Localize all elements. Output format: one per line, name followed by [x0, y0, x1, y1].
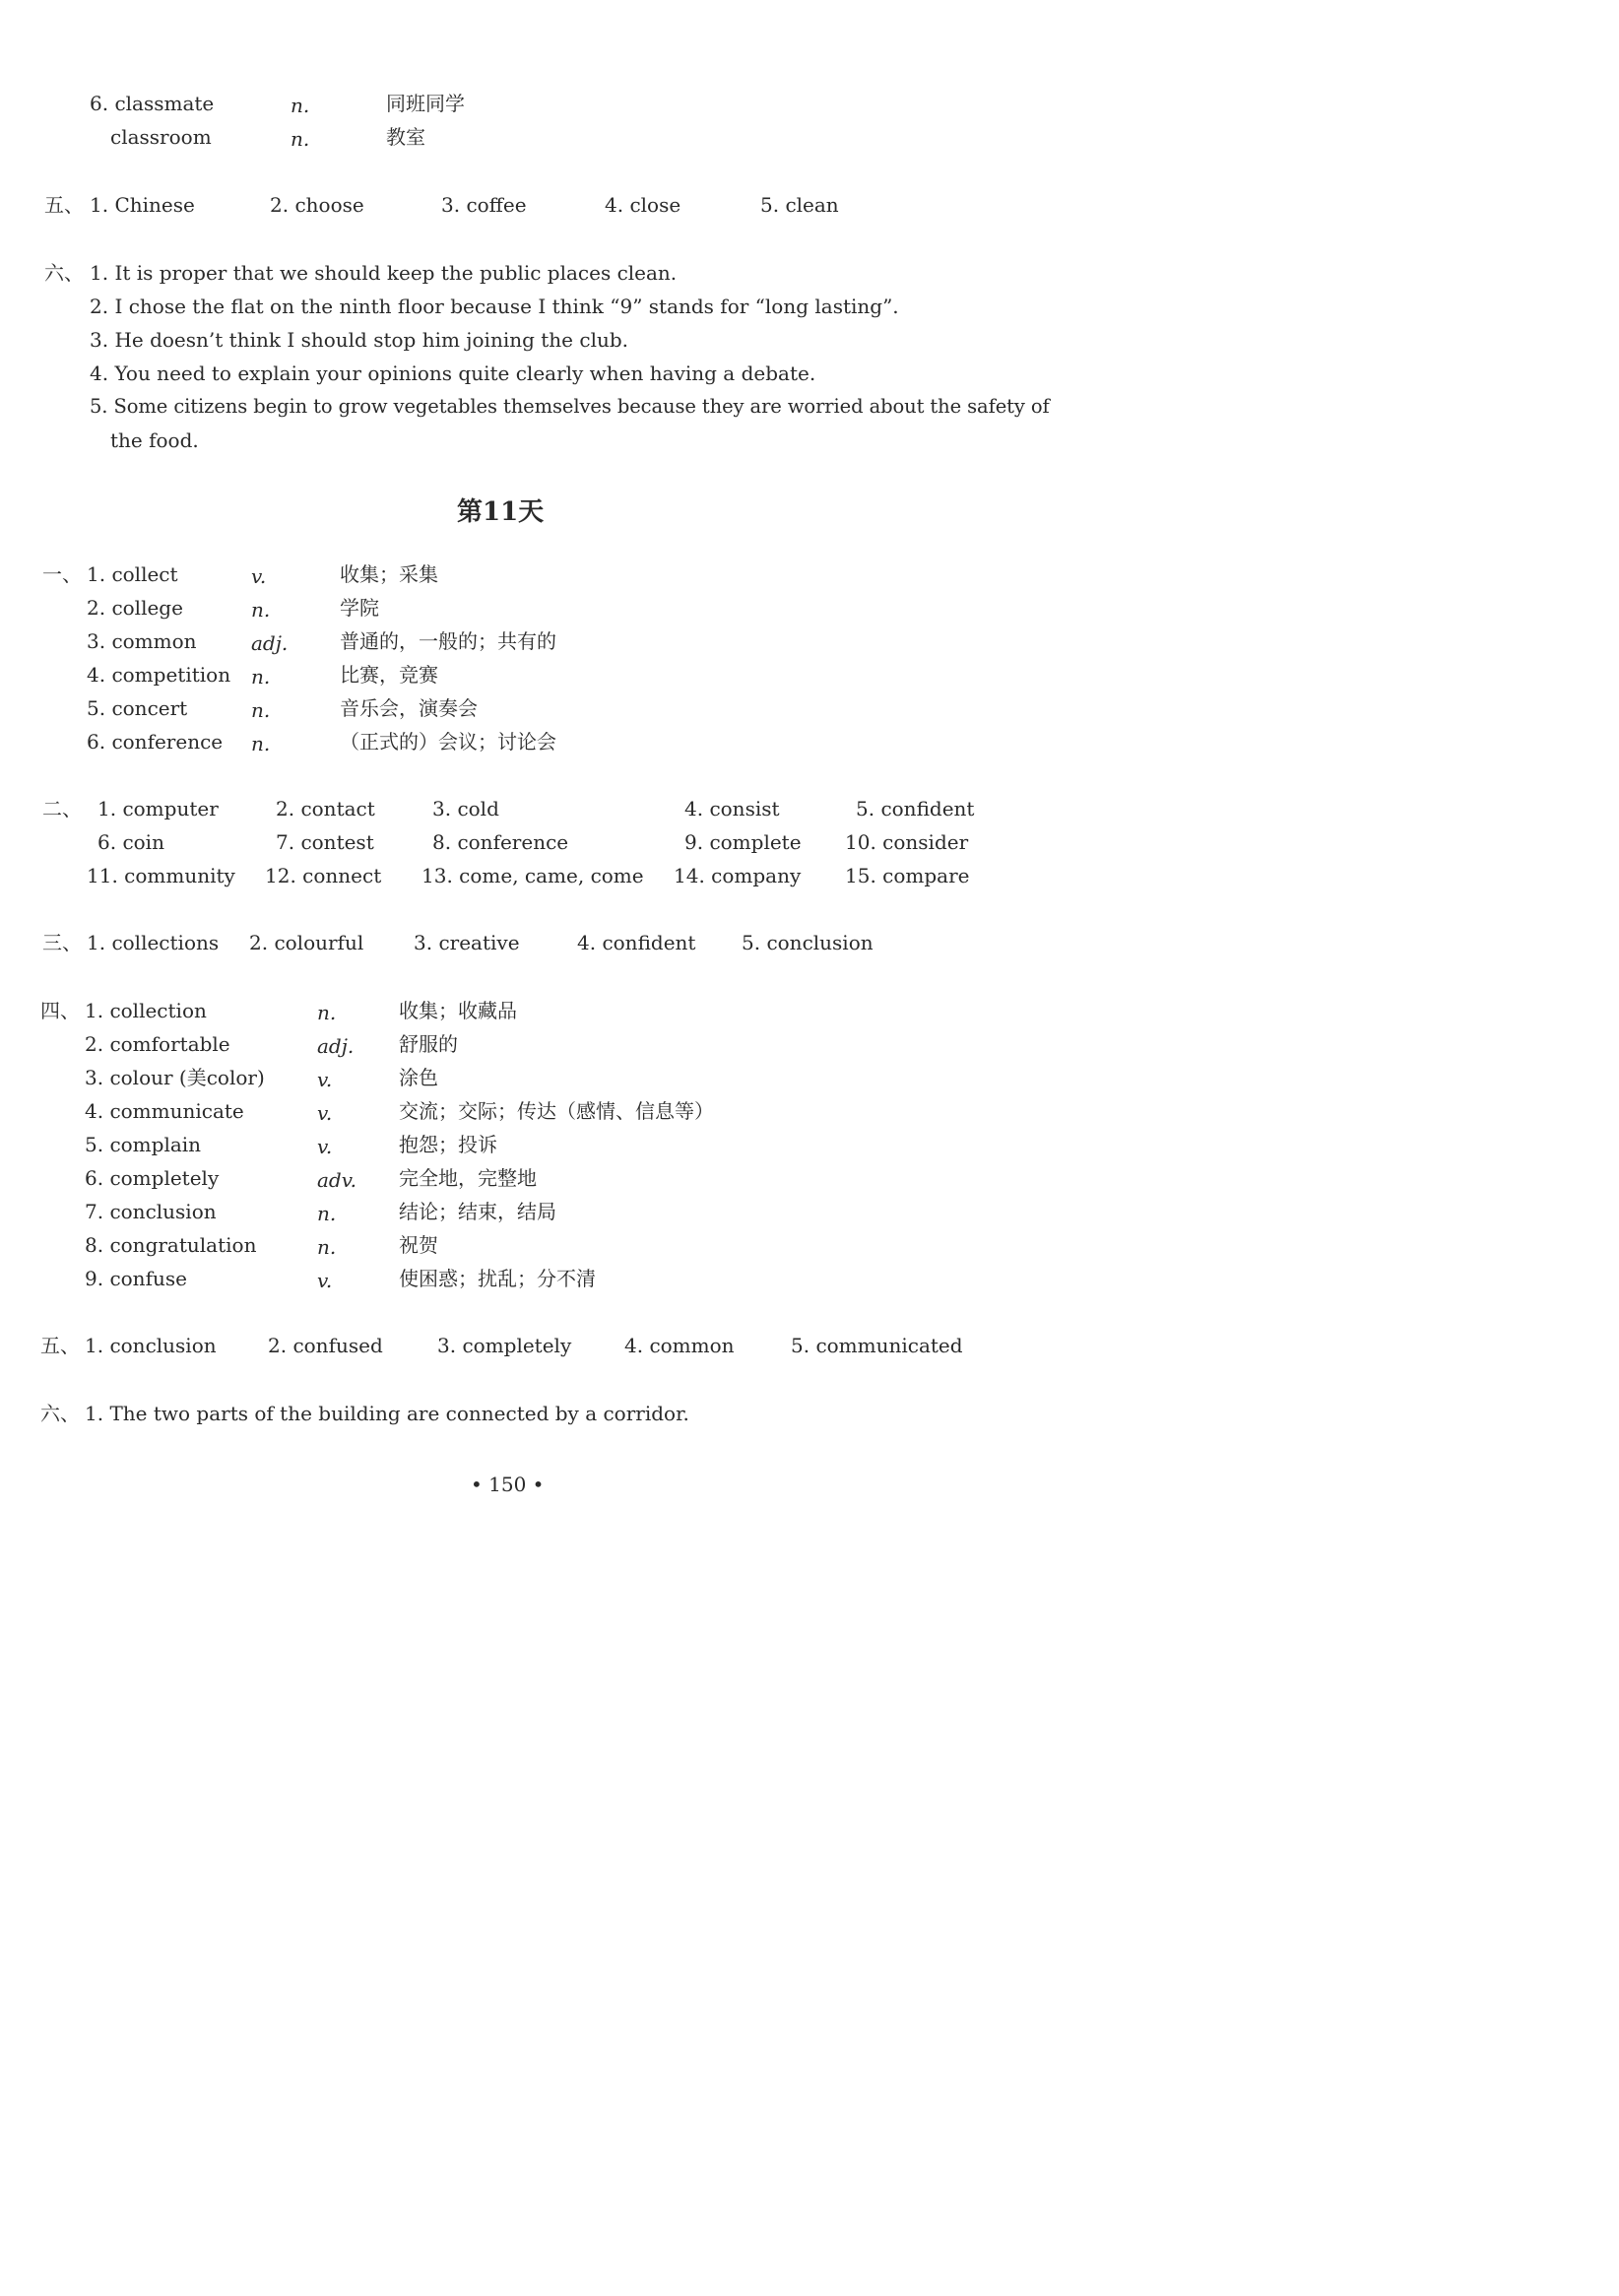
meaning: 涂色: [399, 1066, 438, 1089]
answer-item: 5. communicated: [791, 1334, 963, 1357]
answer-item: 5. clean: [760, 193, 839, 217]
part-of-speech: v.: [317, 1068, 333, 1091]
answer-item: 3. creative: [414, 931, 520, 954]
section-label: 二、: [42, 797, 82, 820]
meaning: 比赛，竞赛: [340, 663, 438, 687]
meaning: 祝贺: [399, 1233, 438, 1257]
word: 2. comfortable: [85, 1032, 230, 1056]
answer-item: 1. conclusion: [85, 1334, 217, 1357]
meaning: 音乐会，演奏会: [340, 696, 478, 720]
word: 6. conference: [87, 730, 224, 754]
word: 6. completely: [85, 1166, 220, 1190]
word: 9. confuse: [85, 1267, 187, 1290]
answer-item: 10. consider: [845, 830, 969, 854]
meaning: （正式的）会议；讨论会: [340, 730, 556, 754]
section-label: 六、: [44, 261, 84, 285]
answer-item: 3. coffee: [441, 193, 527, 217]
part-of-speech: v.: [317, 1135, 333, 1158]
word: 7. conclusion: [85, 1200, 217, 1223]
part-of-speech: adj.: [251, 631, 289, 655]
answer-item: 1. computer: [97, 797, 219, 820]
answer-item: 2. confused: [268, 1334, 383, 1357]
meaning: 学院: [340, 596, 379, 620]
answer-item: 8. conference: [432, 830, 569, 854]
sentence: 3. He doesn’t think I should stop him joining the club.: [90, 328, 629, 352]
meaning: 交流；交际；传达（感情、信息等）: [399, 1099, 714, 1123]
section-label: 四、: [40, 999, 80, 1022]
part-of-speech: n.: [291, 127, 310, 151]
word: 1. collection: [85, 999, 207, 1022]
part-of-speech: n.: [317, 1202, 337, 1225]
sentence: 5. Some citizens begin to grow vegetables themselves because they are worried about the safety of: [90, 395, 1050, 418]
sentence: the food.: [110, 428, 199, 452]
answer-item: 5. conclusion: [742, 931, 874, 954]
answer-item: 2. contact: [276, 797, 375, 820]
section-label: 五、: [44, 193, 84, 217]
part-of-speech: v.: [251, 564, 267, 588]
answer-item: 4. common: [624, 1334, 735, 1357]
part-of-speech: n.: [291, 94, 310, 117]
answer-item: 2. choose: [270, 193, 364, 217]
answer-item: 11. community: [87, 864, 235, 887]
part-of-speech: n.: [251, 698, 271, 722]
answer-item: 7. contest: [276, 830, 374, 854]
part-of-speech: adj.: [317, 1034, 355, 1058]
answer-item: 3. completely: [437, 1334, 572, 1357]
meaning: 结论；结束，结局: [399, 1200, 556, 1223]
answer-item: 4. consist: [684, 797, 780, 820]
sentence: 1. The two parts of the building are connected by a corridor.: [85, 1402, 689, 1425]
meaning: 教室: [386, 125, 425, 149]
answer-item: 1. collections: [87, 931, 220, 954]
meaning: 收集；采集: [340, 562, 438, 586]
part-of-speech: n.: [251, 665, 271, 689]
part-of-speech: v.: [317, 1101, 333, 1125]
answer-item: 5. confident: [856, 797, 975, 820]
meaning: 普通的，一般的；共有的: [340, 629, 556, 653]
answer-item: 4. close: [605, 193, 681, 217]
meaning: 抱怨；投诉: [399, 1133, 497, 1156]
word: 3. colour (美color): [85, 1066, 265, 1089]
sentence: 2. I chose the flat on the ninth floor because I think “9” stands for “long lasting”.: [90, 295, 899, 318]
part-of-speech: n.: [251, 598, 271, 622]
meaning: 使困惑；扰乱；分不清: [399, 1267, 596, 1290]
word: 5. complain: [85, 1133, 202, 1156]
answer-item: 6. coin: [97, 830, 164, 854]
answer-item: 4. confident: [577, 931, 696, 954]
part-of-speech: n.: [317, 1235, 337, 1259]
section-label: 五、: [40, 1334, 80, 1357]
answer-key-page: [0, 0, 1089, 1544]
sentence: 4. You need to explain your opinions quite clearly when having a debate.: [90, 361, 816, 385]
section-label: 三、: [42, 931, 82, 954]
answer-item: 2. colourful: [249, 931, 364, 954]
meaning: 完全地，完整地: [399, 1166, 537, 1190]
section-label: 六、: [40, 1402, 80, 1425]
word: 4. competition: [87, 663, 231, 687]
answer-item: 3. cold: [432, 797, 499, 820]
word: 3. common: [87, 629, 197, 653]
word: 8. congratulation: [85, 1233, 257, 1257]
word: 6. classmate: [90, 92, 215, 115]
section-label: 一、: [42, 562, 82, 586]
meaning: 同班同学: [386, 92, 465, 115]
part-of-speech: v.: [317, 1269, 333, 1292]
answer-item: 1. Chinese: [90, 193, 195, 217]
part-of-speech: n.: [251, 732, 271, 755]
sentence: 1. It is proper that we should keep the public places clean.: [90, 261, 678, 285]
word: 2. college: [87, 596, 183, 620]
word: 1. collect: [87, 562, 178, 586]
part-of-speech: n.: [317, 1001, 337, 1024]
answer-item: 12. connect: [265, 864, 382, 887]
answer-item: 14. company: [674, 864, 802, 887]
meaning: 收集；收藏品: [399, 999, 517, 1022]
word: classroom: [110, 125, 212, 149]
part-of-speech: adv.: [317, 1168, 357, 1192]
answer-item: 15. compare: [845, 864, 970, 887]
answer-item: 13. come, came, come: [421, 864, 644, 887]
word: 4. communicate: [85, 1099, 244, 1123]
page-number: • 150 •: [471, 1473, 545, 1496]
word: 5. concert: [87, 696, 188, 720]
meaning: 舒服的: [399, 1032, 458, 1056]
day-title: 第11天: [457, 497, 545, 527]
answer-item: 9. complete: [684, 830, 802, 854]
